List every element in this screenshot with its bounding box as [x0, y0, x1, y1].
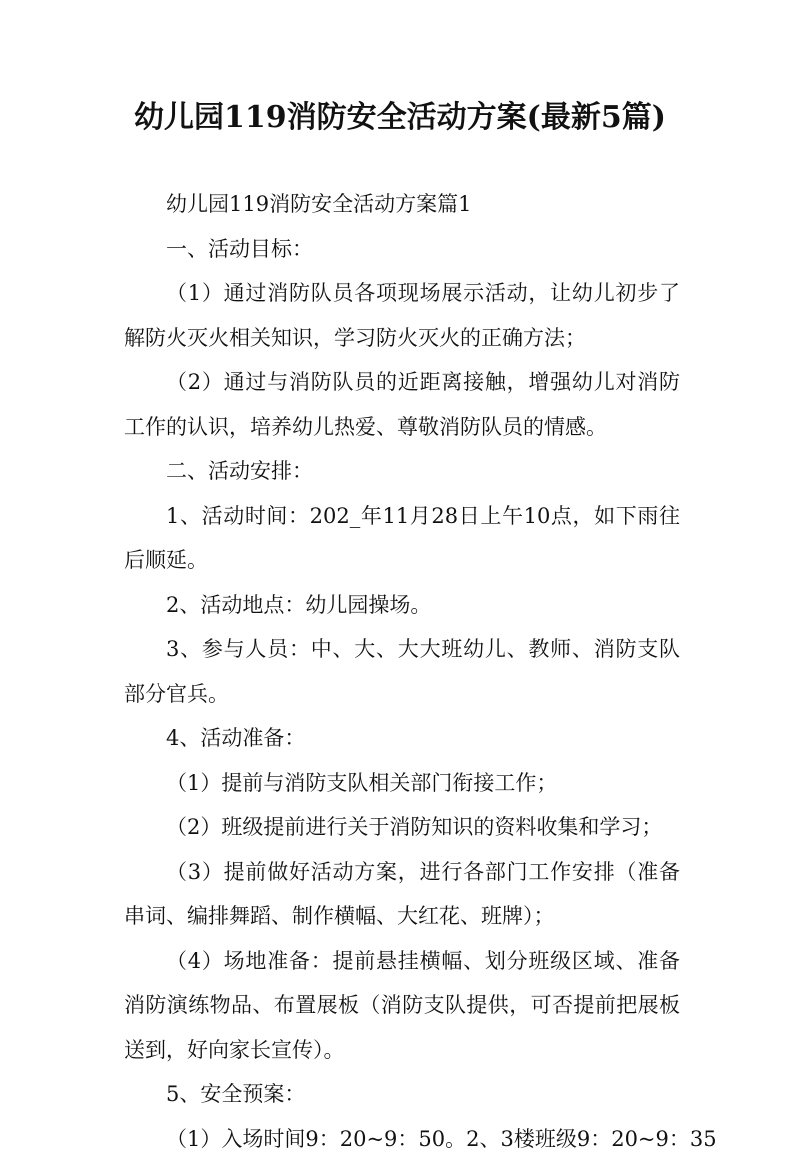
- preparation-item-3: （3）提前做好活动方案，进行各部门工作安排（准备串词、编排舞蹈、制作横幅、大红花、班牌）；: [124, 850, 680, 939]
- preparation-item-1: （1）提前与消防支队相关部门衔接工作；: [124, 761, 680, 806]
- preparation-item-4: （4）场地准备：提前悬挂横幅、划分班级区域、准备消防演练物品、布置展板（消防支队提供，可否提前把展板送到，好向家长宣传）。: [124, 939, 680, 1073]
- document-title: 幼儿园119消防安全活动方案(最新5篇): [0, 96, 800, 140]
- safety-plan-item-1: （1）入场时间9：20~9：50。2、3楼班级9：20~9：35: [124, 1117, 680, 1161]
- section-heading-article-1: 幼儿园119消防安全活动方案篇1: [124, 182, 680, 227]
- arrangement-time: 1、活动时间：202_年11月28日上午10点，如下雨往后顺延。: [124, 494, 680, 583]
- preparation-item-2: （2）班级提前进行关于消防知识的资料收集和学习；: [124, 805, 680, 850]
- heading-activity-arrangement: 二、活动安排：: [124, 449, 680, 494]
- heading-activity-preparation: 4、活动准备：: [124, 716, 680, 761]
- heading-activity-goals: 一、活动目标：: [124, 227, 680, 272]
- arrangement-location: 2、活动地点：幼儿园操场。: [124, 583, 680, 628]
- goal-item-2: （2）通过与消防队员的近距离接触，增强幼儿对消防工作的认识，培养幼儿热爱、尊敬消防队员的情感。: [124, 360, 680, 449]
- arrangement-participants: 3、参与人员：中、大、大大班幼儿、教师、消防支队部分官兵。: [124, 627, 680, 716]
- document-body: [124, 182, 680, 1161]
- goal-item-1: （1）通过消防队员各项现场展示活动，让幼儿初步了解防火灭火相关知识，学习防火灭火的正确方法；: [124, 271, 680, 360]
- heading-safety-plan: 5、安全预案：: [124, 1072, 680, 1117]
